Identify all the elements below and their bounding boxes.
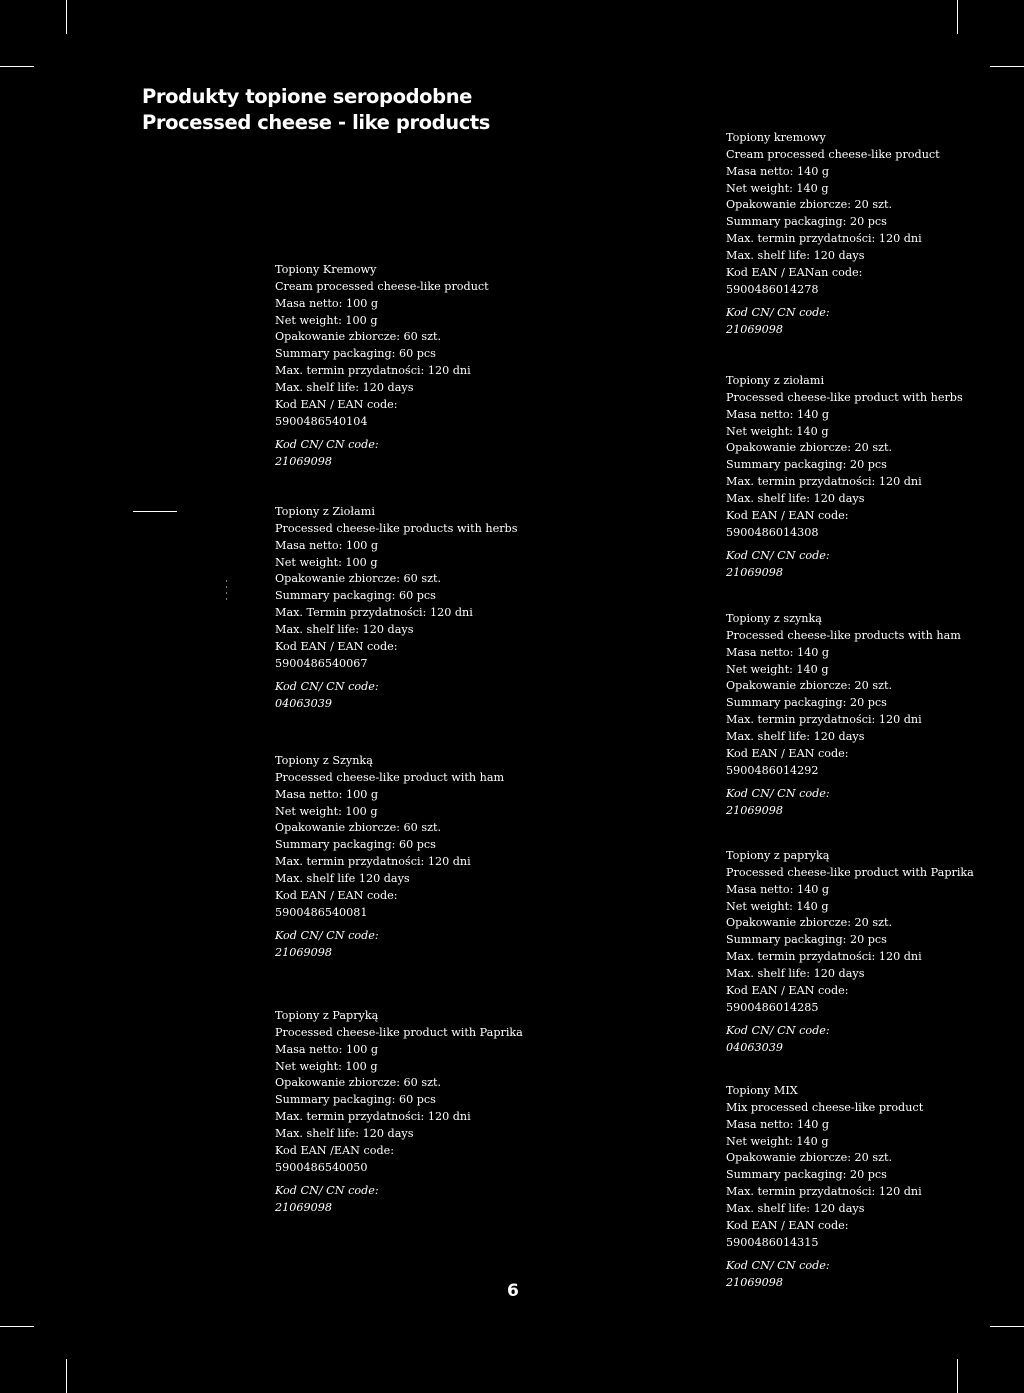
page-title-pl: Produkty topione seropodobne (142, 85, 473, 108)
product-name-pl: Topiony Kremowy (275, 263, 377, 276)
ean-label: Kod EAN / EAN code: (726, 508, 849, 522)
shelf-life-pl: Max. termin przydatności: 120 dni (726, 1185, 922, 1199)
divider-mark (133, 511, 177, 512)
net-weight-pl: Masa netto: 140 g (726, 407, 830, 421)
page-title-en: Processed cheese - like products (142, 111, 490, 134)
cn-code: 21069098 (726, 323, 783, 337)
cn-label: Kod CN/ CN code: (275, 929, 379, 943)
crop-mark (0, 66, 34, 67)
cn-label: Kod CN/ CN code: (275, 438, 379, 452)
shelf-life-en: Max. shelf life: 120 days (726, 1201, 865, 1215)
shelf-life-en: Max. shelf life: 120 days (275, 622, 414, 636)
product-name-en: Processed cheese-like product with Paprika (726, 865, 974, 879)
product-card-right-3 (726, 611, 961, 820)
product-name-en: Mix processed cheese-like product (726, 1100, 924, 1114)
product-card-left-3 (275, 753, 504, 962)
ean-code: 5900486540050 (275, 1160, 368, 1174)
ean-code: 5900486540104 (275, 414, 368, 428)
shelf-life-en: Max. shelf life: 120 days (726, 729, 865, 743)
product-card-right-5 (726, 1083, 923, 1292)
product-card-right-4 (726, 848, 974, 1057)
packaging-pl: Opakowanie zbiorcze: 60 szt. (275, 330, 442, 344)
packaging-en: Summary packaging: 60 pcs (275, 347, 436, 361)
net-weight-en: Net weight: 140 g (726, 1134, 829, 1148)
net-weight-pl: Masa netto: 140 g (726, 1117, 830, 1131)
ean-label: Kod EAN / EAN code: (275, 639, 398, 653)
product-name-en: Processed cheese-like product with herbs (726, 390, 963, 404)
shelf-life-pl: Max. termin przydatności: 120 dni (275, 1110, 471, 1124)
packaging-en: Summary packaging: 60 pcs (275, 1093, 436, 1107)
net-weight-pl: Masa netto: 100 g (275, 1042, 379, 1056)
packaging-pl: Opakowanie zbiorcze: 20 szt. (726, 679, 893, 693)
ean-label: Kod EAN / EAN code: (726, 983, 849, 997)
cn-code: 04063039 (726, 1041, 783, 1055)
shelf-life-pl: Max. termin przydatności: 120 dni (726, 713, 922, 727)
product-name-en: Cream processed cheese-like product (726, 147, 940, 161)
ean-label: Kod EAN / EAN code: (275, 888, 398, 902)
net-weight-en: Net weight: 100 g (275, 313, 378, 327)
cn-label: Kod CN/ CN code: (275, 680, 379, 694)
cn-code: 21069098 (726, 566, 783, 580)
net-weight-pl: Masa netto: 140 g (726, 645, 830, 659)
ean-label: Kod EAN / EANan code: (726, 265, 863, 279)
cn-code: 21069098 (275, 1201, 332, 1215)
product-card-right-1 (726, 130, 940, 339)
packaging-pl: Opakowanie zbiorcze: 60 szt. (275, 572, 442, 586)
shelf-life-en: Max. shelf life 120 days (275, 871, 410, 885)
product-name-en: Processed cheese-like products with ham (726, 628, 961, 642)
shelf-life-en: Max. shelf life: 120 days (726, 248, 865, 262)
packaging-pl: Opakowanie zbiorcze: 20 szt. (726, 1151, 893, 1165)
packaging-pl: Opakowanie zbiorcze: 60 szt. (275, 821, 442, 835)
packaging-pl: Opakowanie zbiorcze: 60 szt. (275, 1076, 442, 1090)
cn-label: Kod CN/ CN code: (726, 1024, 830, 1038)
product-card-left-1 (275, 262, 489, 471)
product-name-en: Processed cheese-like product with Paprika (275, 1025, 523, 1039)
shelf-life-pl: Max. termin przydatności: 120 dni (726, 950, 922, 964)
net-weight-en: Net weight: 140 g (726, 181, 829, 195)
product-name-pl: Topiony z Ziołami (275, 505, 375, 518)
shelf-life-en: Max. shelf life: 120 days (726, 491, 865, 505)
product-card-left-4 (275, 1008, 523, 1217)
ean-label: Kod EAN /EAN code: (275, 1143, 395, 1157)
shelf-life-en: Max. shelf life: 120 days (275, 1126, 414, 1140)
crop-mark (957, 0, 958, 34)
product-name-pl: Topiony z Papryką (275, 1009, 379, 1022)
shelf-life-en: Max. shelf life: 120 days (275, 380, 414, 394)
ean-code: 5900486014292 (726, 763, 819, 777)
product-name-en: Processed cheese-like products with herbs (275, 521, 518, 535)
ean-code: 5900486540067 (275, 656, 368, 670)
packaging-en: Summary packaging: 20 pcs (726, 1168, 887, 1182)
product-name-pl: Topiony z Szynką (275, 754, 373, 767)
shelf-life-pl: Max. Termin przydatności: 120 dni (275, 606, 473, 620)
net-weight-pl: Masa netto: 100 g (275, 538, 379, 552)
cn-code: 04063039 (275, 697, 332, 711)
product-card-left-2 (275, 504, 517, 713)
shelf-life-en: Max. shelf life: 120 days (726, 966, 865, 980)
net-weight-en: Net weight: 100 g (275, 804, 378, 818)
ean-code: 5900486540081 (275, 905, 368, 919)
shelf-life-pl: Max. termin przydatności: 120 dni (726, 232, 922, 246)
ean-code: 5900486014308 (726, 525, 819, 539)
net-weight-pl: Masa netto: 100 g (275, 296, 379, 310)
cn-code: 21069098 (275, 455, 332, 469)
packaging-en: Summary packaging: 20 pcs (726, 215, 887, 229)
cn-code: 21069098 (726, 804, 783, 818)
net-weight-en: Net weight: 100 g (275, 555, 378, 569)
product-name-en: Cream processed cheese-like product (275, 279, 489, 293)
product-name-pl: Topiony z ziołami (726, 374, 825, 387)
ean-code: 5900486014285 (726, 1000, 819, 1014)
packaging-en: Summary packaging: 60 pcs (275, 838, 436, 852)
cn-label: Kod CN/ CN code: (726, 1259, 830, 1273)
ean-code: 5900486014278 (726, 282, 819, 296)
product-name-pl: Topiony z papryką (726, 849, 830, 862)
packaging-pl: Opakowanie zbiorcze: 20 szt. (726, 916, 893, 930)
shelf-life-pl: Max. termin przydatności: 120 dni (275, 364, 471, 378)
cn-code: 21069098 (726, 1276, 783, 1290)
shelf-life-pl: Max. termin przydatności: 120 dni (275, 855, 471, 869)
ean-label: Kod EAN / EAN code: (275, 397, 398, 411)
page-title (142, 84, 490, 136)
ean-label: Kod EAN / EAN code: (726, 1218, 849, 1232)
product-name-en: Processed cheese-like product with ham (275, 770, 505, 784)
packaging-en: Summary packaging: 20 pcs (726, 458, 887, 472)
net-weight-en: Net weight: 140 g (726, 662, 829, 676)
product-name-pl: Topiony z szynką (726, 612, 822, 625)
cn-label: Kod CN/ CN code: (726, 549, 830, 563)
cn-label: Kod CN/ CN code: (726, 306, 830, 320)
net-weight-pl: Masa netto: 100 g (275, 787, 379, 801)
shelf-life-pl: Max. termin przydatności: 120 dni (726, 475, 922, 489)
net-weight-pl: Masa netto: 140 g (726, 164, 830, 178)
cn-label: Kod CN/ CN code: (275, 1184, 379, 1198)
net-weight-en: Net weight: 140 g (726, 899, 829, 913)
product-name-pl: Topiony MIX (726, 1084, 798, 1097)
ean-code: 5900486014315 (726, 1235, 819, 1249)
crop-mark (990, 66, 1024, 67)
crop-mark (66, 0, 67, 34)
packaging-en: Summary packaging: 20 pcs (726, 696, 887, 710)
crop-mark (957, 1359, 958, 1393)
net-weight-pl: Masa netto: 140 g (726, 882, 830, 896)
packaging-pl: Opakowanie zbiorcze: 20 szt. (726, 198, 893, 212)
net-weight-en: Net weight: 140 g (726, 424, 829, 438)
crop-mark (66, 1359, 67, 1393)
product-name-pl: Topiony kremowy (726, 131, 826, 144)
dotted-mark (226, 580, 227, 604)
net-weight-en: Net weight: 100 g (275, 1059, 378, 1073)
ean-label: Kod EAN / EAN code: (726, 746, 849, 760)
packaging-en: Summary packaging: 60 pcs (275, 589, 436, 603)
packaging-en: Summary packaging: 20 pcs (726, 933, 887, 947)
crop-mark (990, 1326, 1024, 1327)
cn-code: 21069098 (275, 946, 332, 960)
cn-label: Kod CN/ CN code: (726, 787, 830, 801)
page-number: 6 (507, 1281, 519, 1301)
packaging-pl: Opakowanie zbiorcze: 20 szt. (726, 441, 893, 455)
product-card-right-2 (726, 373, 963, 582)
crop-mark (0, 1326, 34, 1327)
